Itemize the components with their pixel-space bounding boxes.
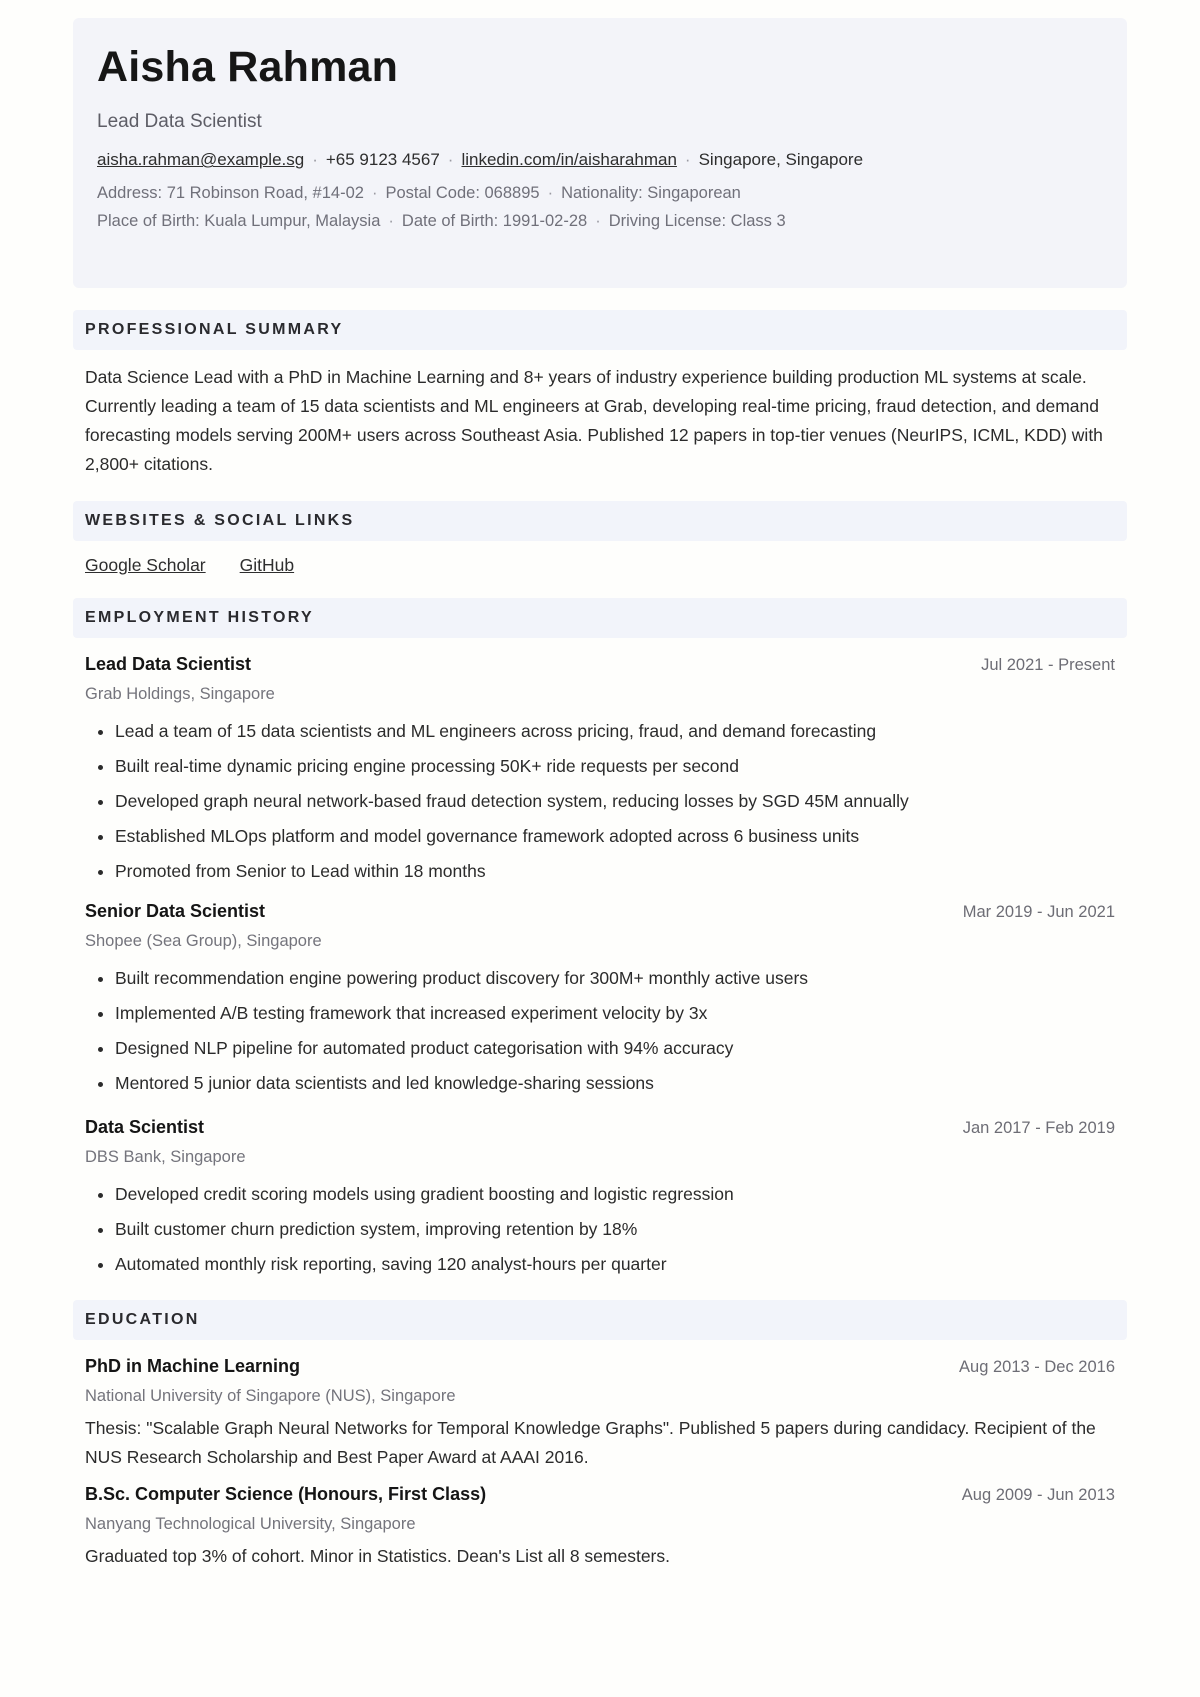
job-entry bbox=[85, 1117, 1115, 1282]
date-of-birth: Date of Birth: 1991-02-28 bbox=[401, 212, 588, 231]
personal-details-row-2 bbox=[97, 212, 1103, 231]
section-heading-employment: EMPLOYMENT HISTORY bbox=[73, 598, 1127, 638]
education-entry bbox=[85, 1484, 1115, 1571]
address: Address: 71 Robinson Road, #14-02 bbox=[97, 184, 364, 203]
education-dates: Aug 2009 - Jun 2013 bbox=[961, 1486, 1115, 1504]
list-item: • Implemented A/B testing framework that increased experiment velocity by 3x bbox=[115, 996, 1115, 1031]
job-company: Shopee (Sea Group), Singapore bbox=[85, 932, 322, 950]
separator: · bbox=[388, 212, 394, 231]
summary-text: Data Science Lead with a PhD in Machine Learning and 8+ years of industry experience building production ML systems at scale. Currently leading a team of 15 data scientists and ML engineers at Grab, developing real-time pricing, fraud detection, and demand forecasting models serving 200M+ users across Southeast Asia. Published 12 papers in top-tier venues (NeurIPS, ICML, KDD) with 2,800+ citations. bbox=[85, 367, 1103, 474]
separator: · bbox=[447, 150, 454, 170]
list-item: • Lead a team of 15 data scientists and ML engineers across pricing, fraud, and demand forecasting bbox=[115, 714, 1115, 749]
list-item: • Automated monthly risk reporting, saving 120 analyst-hours per quarter bbox=[115, 1247, 1115, 1282]
job-entry bbox=[85, 901, 1115, 1101]
separator: · bbox=[312, 150, 318, 170]
job-dates: Mar 2019 - Jun 2021 bbox=[962, 903, 1115, 921]
job-dates: Jan 2017 - Feb 2019 bbox=[962, 1119, 1115, 1137]
resume-header bbox=[73, 18, 1127, 288]
list-item: • Promoted from Senior to Lead within 18 months bbox=[115, 854, 1115, 889]
list-item: • Developed credit scoring models using gradient boosting and logistic regression bbox=[115, 1177, 1115, 1212]
list-item: • Designed NLP pipeline for automated product categorisation with 94% accuracy bbox=[115, 1031, 1115, 1066]
job-dates: Jul 2021 - Present bbox=[981, 656, 1115, 674]
place-of-birth: Place of Birth: Kuala Lumpur, Malaysia bbox=[97, 212, 381, 231]
separator: · bbox=[684, 150, 691, 170]
job-entry bbox=[85, 654, 1115, 889]
job-title: Senior Data Scientist bbox=[85, 901, 266, 921]
google-scholar-link[interactable]: Google Scholar bbox=[85, 555, 206, 575]
list-item: • Developed graph neural network-based fraud detection system, reducing losses by SGD 45M annually bbox=[115, 784, 1115, 819]
separator: · bbox=[371, 184, 378, 203]
job-bullets bbox=[85, 961, 1115, 1101]
list-item: • Built recommendation engine powering product discovery for 300M+ monthly active users bbox=[115, 961, 1115, 996]
list-item: • Built real-time dynamic pricing engine processing 50K+ ride requests per second bbox=[115, 749, 1115, 784]
candidate-role: Lead Data Scientist bbox=[97, 111, 262, 133]
education-description: Thesis: "Scalable Graph Neural Networks for Temporal Knowledge Graphs". Published 5 papers during candidacy. Recipient of the NUS Research Scholarship and Best Paper Award at AAAI 2016. bbox=[85, 1418, 1096, 1467]
education-section bbox=[73, 1300, 1127, 1571]
postal-code: Postal Code: 068895 bbox=[385, 184, 540, 203]
phone-number: +65 9123 4567 bbox=[325, 150, 440, 170]
degree-title: B.Sc. Computer Science (Honours, First Class) bbox=[85, 1484, 487, 1504]
job-bullets bbox=[85, 1177, 1115, 1282]
list-item: • Built customer churn prediction system, improving retention by 18% bbox=[115, 1212, 1115, 1247]
section-heading-summary: PROFESSIONAL SUMMARY bbox=[73, 310, 1127, 350]
degree-title: PhD in Machine Learning bbox=[85, 1356, 301, 1376]
list-item: • Established MLOps platform and model governance framework adopted across 6 business units bbox=[115, 819, 1115, 854]
separator: · bbox=[547, 184, 554, 203]
job-bullets bbox=[85, 714, 1115, 889]
school-name: Nanyang Technological University, Singapore bbox=[85, 1515, 416, 1533]
job-company: Grab Holdings, Singapore bbox=[85, 685, 275, 703]
github-link[interactable]: GitHub bbox=[239, 555, 295, 575]
section-heading-education: EDUCATION bbox=[73, 1300, 1127, 1340]
education-dates: Aug 2013 - Dec 2016 bbox=[959, 1358, 1115, 1376]
section-heading-links: WEBSITES & SOCIAL LINKS bbox=[73, 501, 1127, 541]
links-section bbox=[73, 501, 1127, 576]
linkedin-link[interactable]: linkedin.com/in/aisharahman bbox=[461, 150, 677, 170]
links-row bbox=[85, 555, 1115, 576]
education-entry bbox=[85, 1356, 1115, 1472]
personal-details-row-1 bbox=[97, 184, 1103, 203]
education-description: Graduated top 3% of cohort. Minor in Statistics. Dean's List all 8 semesters. bbox=[85, 1546, 670, 1566]
job-title: Data Scientist bbox=[85, 1117, 205, 1137]
summary-section bbox=[73, 310, 1127, 479]
list-item: • Mentored 5 junior data scientists and led knowledge-sharing sessions bbox=[115, 1066, 1115, 1101]
job-company: DBS Bank, Singapore bbox=[85, 1148, 246, 1166]
candidate-name: Aisha Rahman bbox=[97, 43, 399, 91]
location: Singapore, Singapore bbox=[698, 150, 864, 170]
separator: · bbox=[595, 212, 601, 231]
contact-row bbox=[97, 150, 1103, 170]
employment-section bbox=[73, 598, 1127, 1282]
driving-license: Driving License: Class 3 bbox=[608, 212, 786, 231]
job-title: Lead Data Scientist bbox=[85, 654, 252, 674]
email-link[interactable]: aisha.rahman@example.sg bbox=[97, 150, 305, 170]
school-name: National University of Singapore (NUS), Singapore bbox=[85, 1387, 456, 1405]
nationality: Nationality: Singaporean bbox=[561, 184, 741, 203]
